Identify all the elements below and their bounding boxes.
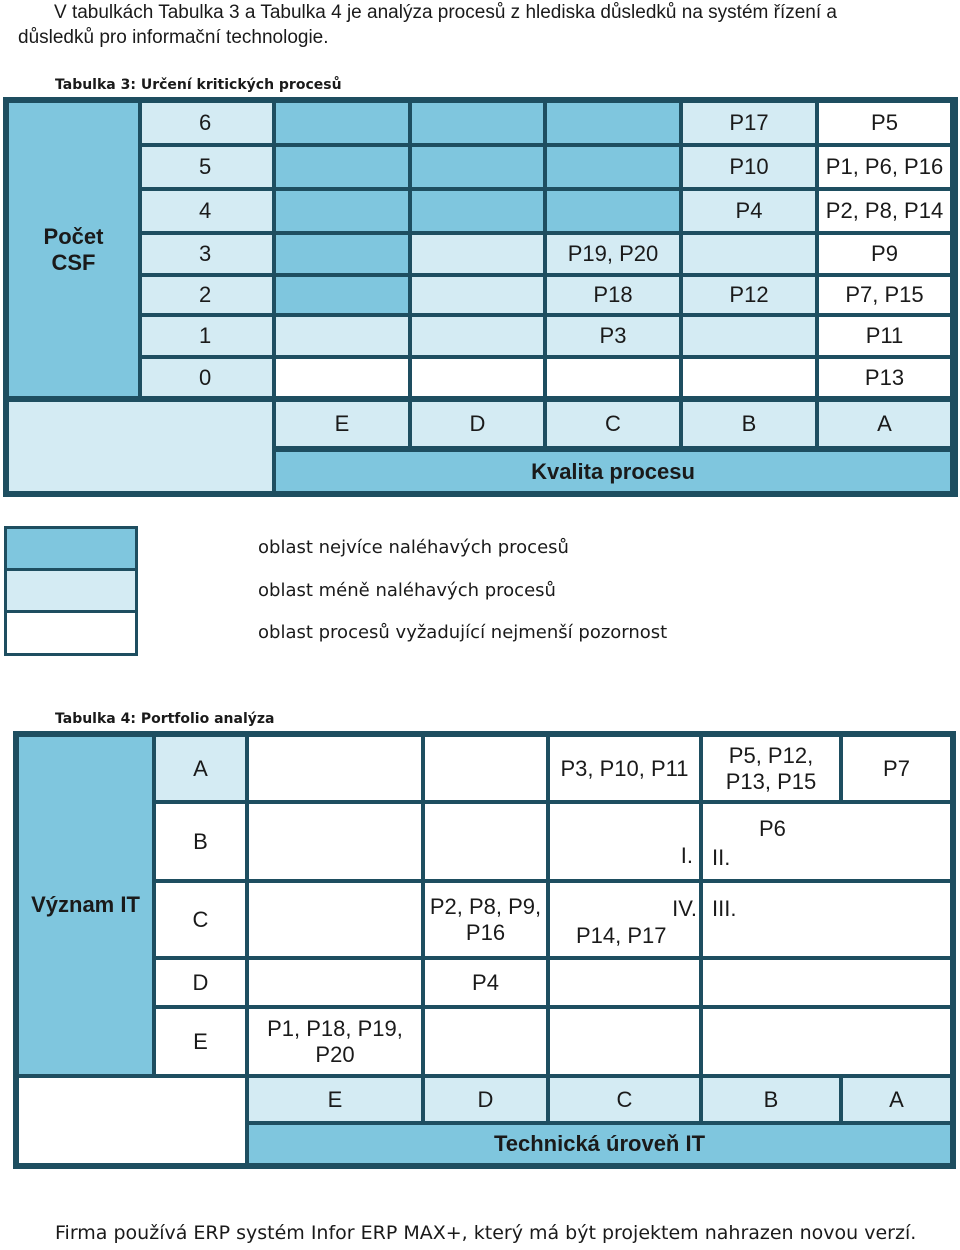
table4-cell-text: P2, P8, P9, P16 [429,893,542,945]
legend-swatch [7,571,135,610]
table3-col-label: D [412,402,543,446]
table3-cell: P12 [683,277,815,313]
table4-cell [249,804,421,879]
table3-cell: P5 [819,103,950,143]
table4-cell [703,960,950,1005]
table4-cell-text: P1, P18, P19, P20 [267,1015,403,1067]
table4-cell [425,883,546,956]
intro-line-2: důsledků pro informační technologie. [18,27,329,48]
table3-cell: P2, P8, P14 [819,191,950,231]
table4-cell [249,960,421,1005]
table3-cell [412,317,543,355]
table3-cell: P18 [547,277,679,313]
table3-cell [683,359,815,396]
table3-cell [276,147,408,187]
table4-cell [550,1009,699,1074]
quadrant-II-label: II. [712,845,731,870]
table3-cell [547,359,679,396]
table4-cell [249,737,421,800]
table4-col-label: C [550,1078,699,1121]
table3-row-label: 0 [142,359,272,396]
quadrant-III-label: III. [712,896,737,921]
footer-text: Firma používá ERP systém Infor ERP MAX+, který má být projektem nahrazen novou verzí. [55,1222,917,1244]
legend-label: oblast procesů vyžadující nejmenší pozornost [258,622,668,643]
table3-cell: P10 [683,147,815,187]
table4-row-label: E [156,1009,245,1074]
quadrant-IV-label: IV. [672,896,697,921]
table4-cell [703,737,839,800]
table3-cell: P19, P20 [547,235,679,273]
table3-col-label: E [276,402,408,446]
table4-col-label: B [703,1078,839,1121]
table3-cell: P7, P15 [819,277,950,313]
table4-cell [425,737,546,800]
table4-cell-text: P14, P17 [576,923,667,948]
table3-cell: P3 [547,317,679,355]
table4-col-label: D [425,1078,546,1121]
table3-row-label: 4 [142,191,272,231]
table3-col-label: A [819,402,950,446]
table3-cell [547,191,679,231]
table3-cell [412,359,543,396]
table3-col-label: C [547,402,679,446]
table3-cell [683,235,815,273]
table4-cell [425,1009,546,1074]
table4-cell-text: P6 [759,816,786,841]
table3-cell: P11 [819,317,950,355]
table3-cell [276,359,408,396]
table3-cell: P17 [683,103,815,143]
table3-caption: Tabulka 3: Určení kritických procesů [55,77,342,93]
table3-cell [276,317,408,355]
table4-row-header: Význam IT [19,737,152,1074]
table3-cell [412,147,543,187]
intro-line-1: V tabulkách Tabulka 3 a Tabulka 4 je analýza procesů z hlediska důsledků na systém řízení a [54,2,837,23]
legend-label: oblast nejvíce naléhavých procesů [258,537,569,558]
table3-corner-blank [9,402,272,491]
table3-cell [412,277,543,313]
table4-cell [703,804,950,879]
table3-cell: P1, P6, P16 [819,147,950,187]
table3-row-label: 6 [142,103,272,143]
table3-cell [683,317,815,355]
table4-cell [550,804,699,879]
table4-caption: Tabulka 4: Portfolio analýza [55,711,275,727]
table4-cell [249,883,421,956]
table3-row-label: 2 [142,277,272,313]
table3-axis-title: Kvalita procesu [276,452,950,491]
table4-row-label: A [156,737,245,800]
intro-paragraph [18,0,948,50]
table4-col-label: E [249,1078,421,1121]
table4-corner-blank [19,1078,245,1163]
table3-cell: P13 [819,359,950,396]
table3-cell [547,103,679,143]
table4-axis-title: Technická úroveň IT [249,1125,950,1163]
table4-col-label: A [843,1078,950,1121]
table3-cell: P9 [819,235,950,273]
table4-cell [249,1009,421,1074]
legend-swatch [7,529,135,568]
table3-cell [276,103,408,143]
table4-cell: P4 [425,960,546,1005]
table3-row-label: 5 [142,147,272,187]
table4-cell [550,883,699,956]
table3-row-header: Počet CSF [9,103,138,396]
table4-row-label: B [156,804,245,879]
table3-row-label: 3 [142,235,272,273]
table4-cell: P7 [843,737,950,800]
table4-cell-text: P5, P12, P13, P15 [725,742,817,794]
table4-cell: P3, P10, P11 [550,737,699,800]
table4-cell [550,960,699,1005]
table3-cell [412,103,543,143]
legend-swatch [7,613,135,653]
table4-row-label: C [156,883,245,956]
table4-cell [703,1009,950,1074]
table3-cell: P4 [683,191,815,231]
table4-row-label: D [156,960,245,1005]
table3-cell [412,235,543,273]
table3-row-label: 1 [142,317,272,355]
table3-cell [276,277,408,313]
table3-cell [547,147,679,187]
table3-cell [276,191,408,231]
table3-cell [276,235,408,273]
quadrant-I-label: I. [680,843,693,868]
table4-cell [425,804,546,879]
table3-cell [412,191,543,231]
table3-col-label: B [683,402,815,446]
table4-cell [703,883,950,956]
legend-label: oblast méně naléhavých procesů [258,580,556,601]
